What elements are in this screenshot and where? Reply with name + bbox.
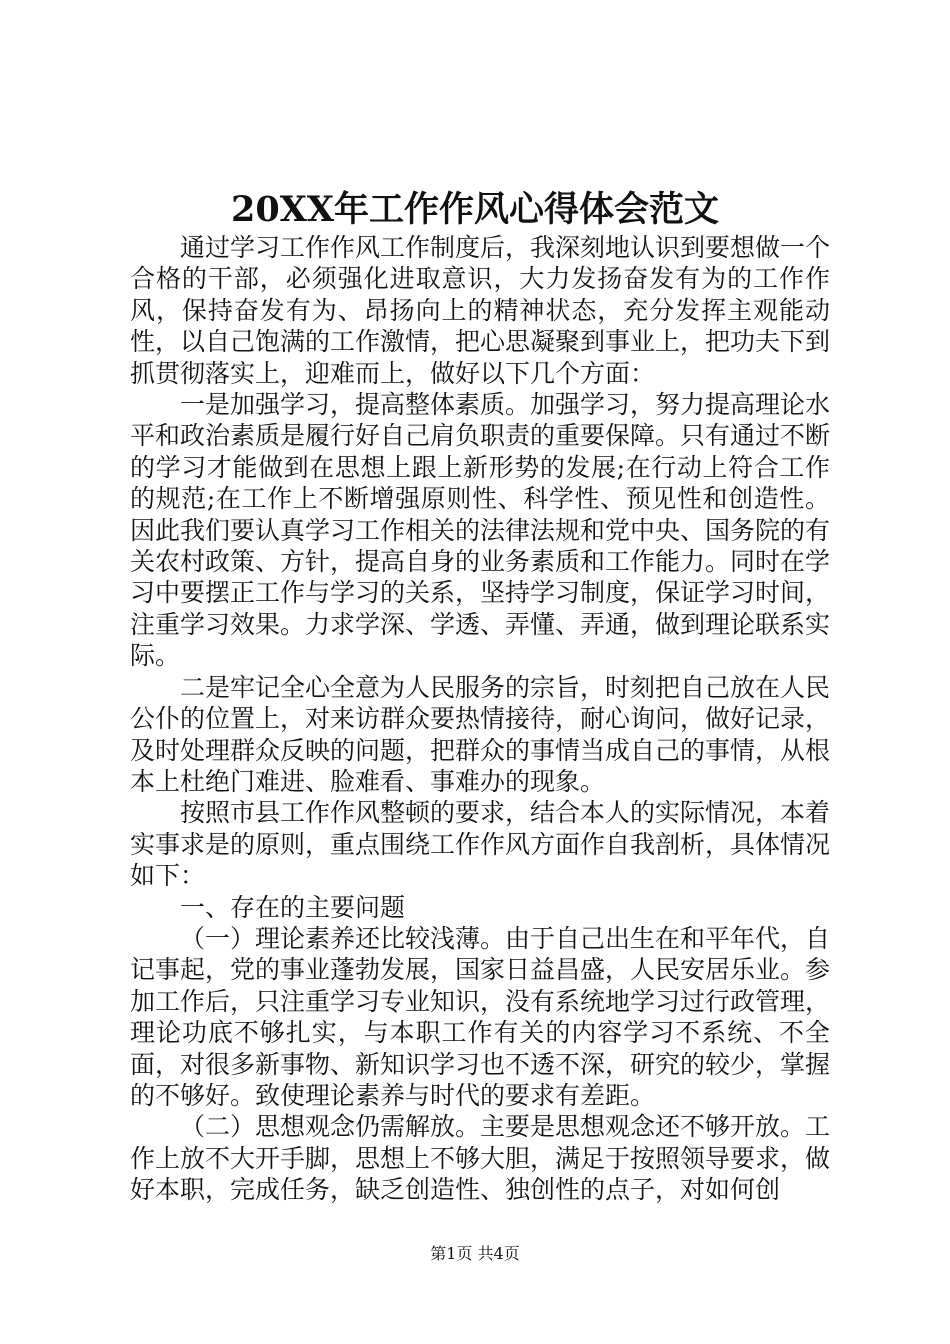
- section-heading-problems: 一、存在的主要问题: [180, 892, 406, 922]
- paragraph-point-1: 一是加强学习，提高整体素质。加强学习，努力提高理论水平和政治素质是履行好自己肩负职责的重要保障。只有通过不断的学习才能做到在思想上跟上新形势的发展;在行动上符合工作的规范;在工作上不断增强原则性、科学性、预见性和创造性。因此我们要认真学习工作相关的法律法规和党中央、国务院的有关农村政策、方针，提高自身的业务素质和工作能力。同时在学习中要摆正工作与学习的关系，坚持学习制度，保证学习时间，注重学习效果。力求学深、学透、弄懂、弄通，做到理论联系实际。: [130, 390, 831, 671]
- paragraph-intro: 通过学习工作作风工作制度后，我深刻地认识到要想做一个合格的干部，必须强化进取意识，大力发扬奋发有为的工作作风，保持奋发有为、昂扬向上的精神状态，充分发挥主观能动性，以自己饱满的工作激情，把心思凝聚到事业上，把功夫下到抓贯彻落实上，迎难而上，做好以下几个方面：: [130, 233, 831, 388]
- document-body: [130, 232, 830, 1206]
- document-title: 20XX年工作作风心得体会范文: [230, 189, 720, 230]
- paragraph-problem-1: （一）理论素养还比较浅薄。由于自己出生在和平年代，自记事起，党的事业蓬勃发展，国家日益昌盛，人民安居乐业。参加工作后，只注重学习专业知识，没有系统地学习过行政管理，理论功底不够扎实，与本职工作有关的内容学习不系统、不全面，对很多新事物、新知识学习也不透不深，研究的较少，掌握的不够好。致使理论素养与时代的要求有差距。: [130, 923, 831, 1110]
- paragraph-rectification: 按照市县工作作风整顿的要求，结合本人的实际情况，本着实事求是的原则，重点围绕工作作风方面作自我剖析，具体情况如下：: [130, 798, 831, 891]
- page-number-footer: 第1页 共4页: [430, 1244, 520, 1263]
- paragraph-point-2: 二是牢记全心全意为人民服务的宗旨，时刻把自己放在人民公仆的位置上，对来访群众要热情接待，耐心询问，做好记录，及时处理群众反映的问题，把群众的事情当成自己的事情，从根本上杜绝门难进、脸难看、事难办的现象。: [130, 672, 831, 796]
- paragraph-problem-2: （二）思想观念仍需解放。主要是思想观念还不够开放。工作上放不大开手脚，思想上不够大胆，满足于按照领导要求，做好本职，完成任务，缺乏创造性、独创性的点子，对如何创: [130, 1112, 831, 1205]
